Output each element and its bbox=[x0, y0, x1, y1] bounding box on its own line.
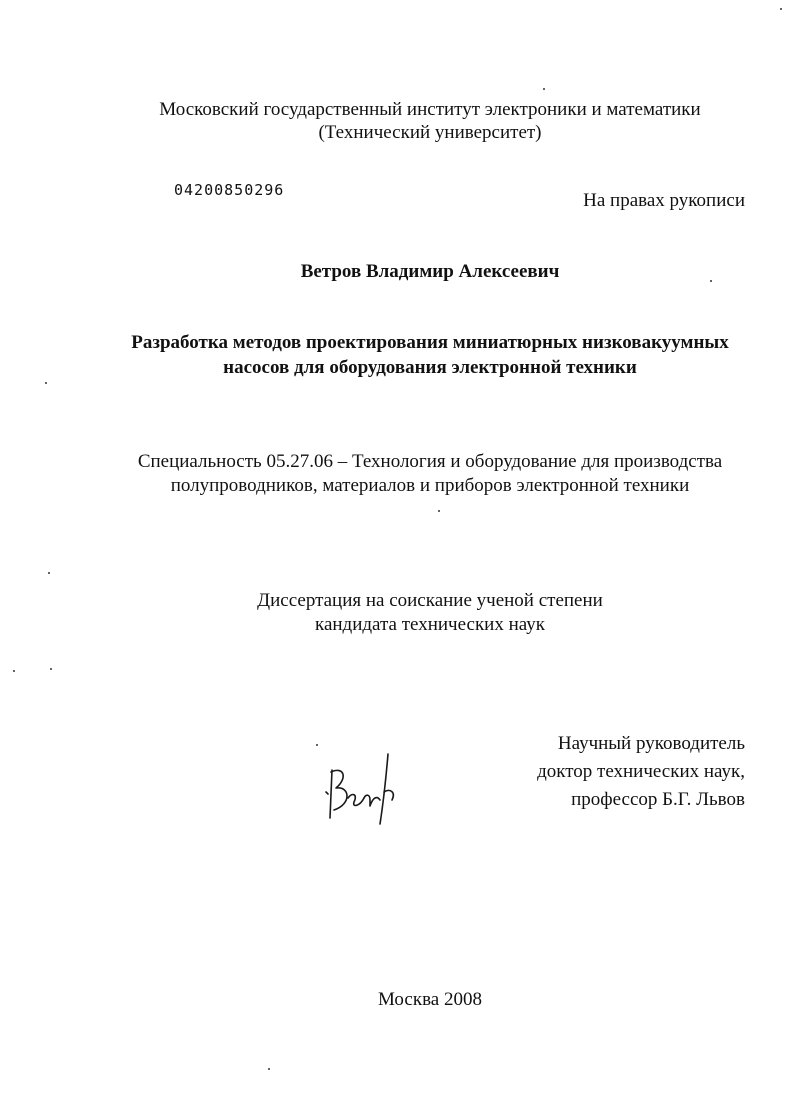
scan-speck bbox=[543, 88, 545, 90]
scan-speck bbox=[780, 8, 782, 10]
scan-speck bbox=[45, 382, 47, 384]
specialty-line-2: полупроводников, материалов и приборов электронной техники bbox=[170, 475, 690, 496]
scan-speck bbox=[268, 1068, 270, 1070]
scan-speck bbox=[316, 744, 318, 746]
supervisor-degree: доктор технических наук, bbox=[537, 761, 745, 782]
scan-speck bbox=[13, 670, 15, 672]
scan-speck bbox=[50, 668, 52, 670]
institution-name: Московский государственный институт электроники и математики bbox=[159, 99, 701, 120]
scan-speck bbox=[710, 280, 712, 282]
scan-speck bbox=[438, 510, 440, 512]
supervisor-name: профессор Б.Г. Львов bbox=[571, 789, 745, 810]
handwritten-signature-icon bbox=[318, 748, 408, 828]
scan-speck bbox=[48, 572, 50, 574]
author-name: Ветров Владимир Алексеевич bbox=[300, 261, 560, 282]
supervisor-role: Научный руководитель bbox=[557, 733, 745, 754]
document-number: 04200850296 bbox=[174, 181, 285, 199]
dissertation-title-line-1: Разработка методов проектирования миниатюрных низковакуумных bbox=[131, 332, 729, 353]
specialty-line-1: Специальность 05.27.06 – Технология и оборудование для производства bbox=[137, 451, 723, 472]
city-year: Москва 2008 bbox=[378, 989, 482, 1010]
degree-line-2: кандидата технических наук bbox=[315, 614, 545, 635]
degree-line-1: Диссертация на соискание ученой степени bbox=[257, 590, 603, 611]
supervisor-block bbox=[537, 730, 745, 814]
dissertation-title-line-2: насосов для оборудования электронной техники bbox=[223, 357, 637, 378]
manuscript-rights-note: На правах рукописи bbox=[583, 190, 745, 211]
institution-subtitle: (Технический университет) bbox=[318, 122, 542, 143]
